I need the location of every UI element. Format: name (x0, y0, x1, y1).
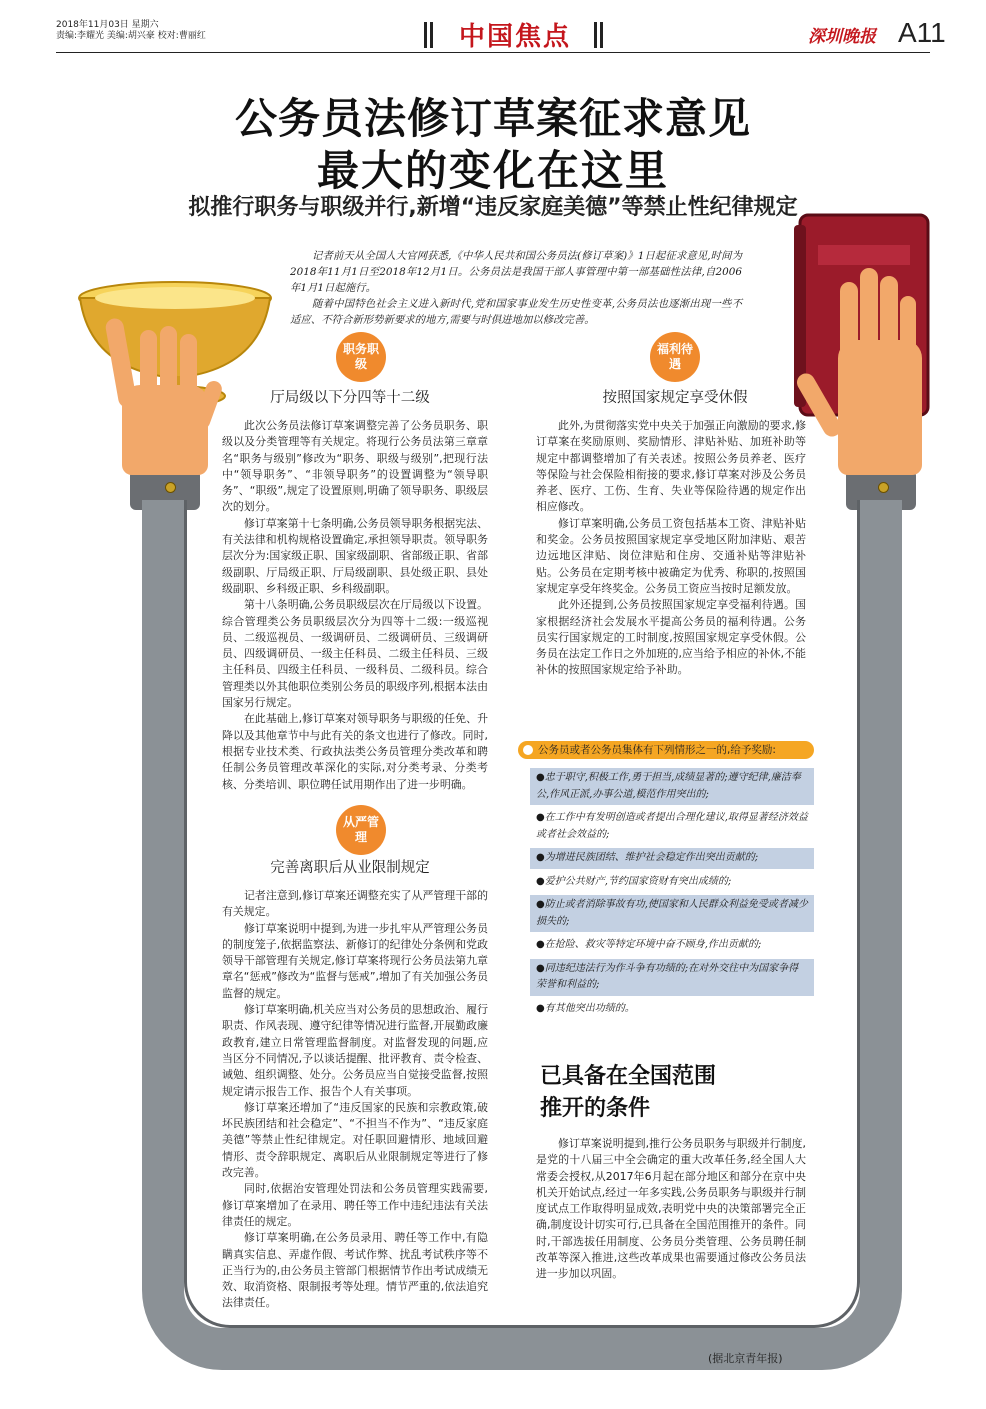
badge-welfare: 福利待遇 (650, 332, 700, 382)
award-item: ●为增进民族团结、维护社会稳定作出突出贡献的; (530, 848, 814, 869)
award-item: ●同违纪违法行为作斗争有功绩的;在对外交往中为国家争得荣誉和利益的; (530, 959, 814, 996)
right-finger (860, 268, 878, 358)
right-finger (880, 276, 898, 360)
paragraph: 修订草案明确,机关应当对公务员的思想政治、履行职责、作风表现、遵守纪律等情况进行监督,开展勤政廉政教育,建立日常管理监督制度。对监督发现的问题,应当区分不同情况,予以谈话提醒、批评教育、责令检查、诫勉、组织调整、处分。公务员应当自觉接受监督,按照规定请示报告工作、报告个人有关事项。 (222, 1003, 488, 1098)
paragraph: 在此基础上,修订草案对领导职务与职级的任免、升降以及其他章节中与此有关的条文也进行了修改。同时,根据专业技术类、行政执法类公务员管理分类改革和聘任制公务员管理改革深化的实际,对分类考录、分类考核、分类培训、职位聘任试用期作出了进一步明确。 (222, 712, 488, 791)
badge-job-rank: 职务职级 (336, 332, 386, 382)
right-finger (840, 282, 858, 362)
section-heading-line: 推开的条件 (540, 1095, 651, 1121)
left-finger (140, 330, 157, 400)
paragraph: 记者注意到,修订草案还调整充实了从严管理干部的有关规定。 (222, 889, 488, 919)
paragraph: 第十八条明确,公务员职级层次在厅局级以下设置。综合管理类公务员职级层次分为四等十二级:一级巡视员、二级巡视员、一级调研员、二级调研员、三级调研员、四级调研员、一级主任科员、二级主任科员、三级主任科员、四级主任科员、一级科员、二级科员。综合管理类以外其他职位类别公务员的职级序列,根据本法由国家另行规定。 (222, 598, 488, 710)
section-heading-welfare: 按照国家规定享受休假 (602, 390, 748, 406)
paragraph: 此外还提到,公务员按照国家规定享受福利待遇。国家根据经济社会发展水平提高公务员的福利待遇。公务员实行国家规定的工时制度,按照国家规定享受休假。公务员在法定工作日之外加班的,应当给予相应的补休,不能补休的按照国家规定给予补助。 (536, 598, 806, 677)
award-item: ●忠于职守,积极工作,勇于担当,成绩显著的;遵守纪律,廉洁奉公,作风正派,办事公道,模范作用突出的; (530, 768, 814, 805)
column-nationwide (536, 1136, 806, 1283)
header-rule (56, 52, 930, 53)
award-item: ●在抢险、救灾等特定环境中奋不顾身,作出贡献的; (536, 939, 762, 950)
award-item: ●爱护公共财产,节约国家资财有突出成绩的; (536, 875, 732, 887)
paragraph: 修订草案说明中提到,为进一步扎牢从严管理公务员的制度笼子,依据监察法、新修订的纪律处分条例和党政领导干部管理有关规定,修订草案将现行公务员法第九章章名“惩戒”修改为“监督与惩戒”,增加了有关加强公务员监督的规定。 (222, 921, 488, 1000)
award-item: ●防止或者消除事故有功,使国家和人民群众利益免受或者减少损失的; (530, 895, 814, 932)
paragraph: 修订草案还增加了“违反国家的民族和宗教政策,破坏民族团结和社会稳定”、“不担当不作为”、“违反家庭美德”等禁止性纪律规定。对任职回避情形、地域回避情形、责令辞职规定、离职后从业限制规定等进行了修改完善。 (222, 1100, 488, 1180)
paragraph: 此次公务员法修订草案调整完善了公务员职务、职级以及分类管理等有关规定。将现行公务员法第三章章名“职务与级别”修改为“职务、职级与级别”,把现行法中“领导职务”、“非领导职务”的设置调整为“领导职务”、“职级”,规定了设置原则,明确了领导职务、职级层次的划分。 (222, 419, 488, 514)
right-cuff-button (878, 482, 889, 493)
header-divider-right-2 (600, 22, 603, 48)
page-number: A11 (898, 17, 946, 48)
paragraph: 修订草案第十七条明确,公务员领导职务根据宪法、有关法律和机构规格设置确定,承担领导职责。领导职务层次分为:国家级正职、国家级副职、省部级正职、省部级副职、厅局级正职、厅局级副职、县处级正职、县处级副职、乡科级正职、乡科级副职。 (222, 516, 488, 595)
right-finger (900, 296, 916, 366)
newspaper-logo: 深圳晚报 (808, 27, 876, 47)
subheadline: 拟推行职务与职级并行,新增“违反家庭美德”等禁止性纪律规定 (188, 195, 798, 220)
paragraph: 修订草案说明提到,推行公务员职务与职级并行制度,是党的十八届三中全会确定的重大改革任务,经全国人大常委会授权,从2017年6月起在部分地区和部分在京中央机关开始试点,经过一年多实践,公务员职务与职级并行制度试点工作取得明显成效,表明党中央的决策部署完全正确,制度设计切实可行,已具备在全国范围推开的条件。同时,干部选拔任用制度、公务员分类管理、公务员聘任制改革等深入推进,这些改革成果也需要通过修改公务员法进一步加以巩固。 (536, 1137, 806, 1281)
paragraph: 修订草案明确,在公务员录用、聘任等工作中,有隐瞒真实信息、弄虚作假、考试作弊、扰乱考试秩序等不正当行为的,由公务员主管部门根据情节作出考试成绩无效、取消资格、限制报考等处理。情节严重的,依法追究法律责任。 (222, 1231, 488, 1310)
section-heading-nationwide (540, 1060, 716, 1124)
award-item: ●在工作中有发明创造或者提出合理化建议,取得显著经济效益或者社会效益的; (536, 812, 808, 840)
left-finger (160, 326, 177, 400)
header-divider-left-2 (430, 22, 433, 48)
header-divider-left (424, 22, 427, 48)
paragraph: 修订草案明确,公务员工资包括基本工资、津贴补贴和奖金。公务员按照国家规定享受地区附加津贴、艰苦边远地区津贴、岗位津贴和住房、交通补贴等津贴补贴。公务员在定期考核中被确定为优秀、称职的,按照国家规定享受年终奖金。公务员工资应当按时足额发放。 (536, 516, 806, 595)
section-heading-job-rank: 厅局级以下分四等十二级 (270, 390, 430, 406)
source-credit: (据北京青年报) (708, 1352, 783, 1365)
header-date: 2018年11月03日 星期六 (56, 20, 159, 30)
section-name: 中国焦点 (458, 22, 571, 52)
lead-paragraph: 记者前天从全国人大官网获悉,《中华人民共和国公务员法(修订草案)》1日起征求意见,时间为2018年11月1日至2018年12月1日。公务员法是我国干部人事管理中第一部基础性法律,自2006年1月1日起施行。 (290, 250, 742, 294)
bullet-dot-icon (523, 745, 533, 755)
award-list (530, 768, 814, 1022)
headline-line1: 公务员法修订草案征求意见 (234, 94, 751, 143)
award-heading: 公务员或者公务员集体有下列情形之一的,给予奖励: (518, 741, 814, 759)
column-job-rank (222, 418, 488, 793)
left-cuff-button (165, 482, 176, 493)
section-heading-strict-management: 完善离职后从业限制规定 (270, 860, 430, 876)
lead-paragraphs (290, 248, 742, 328)
badge-strict-management: 从严管理 (336, 805, 386, 855)
headline-line2: 最大的变化在这里 (316, 146, 669, 195)
section-heading-line: 已具备在全国范围 (540, 1063, 717, 1089)
left-finger (180, 334, 197, 402)
paragraph: 同时,依据治安管理处罚法和公务员管理实践需要,修订草案增加了在录用、聘任等工作中违纪违法有关法律责任的规定。 (222, 1182, 488, 1228)
header-editors: 责编:李耀光 美编:胡兴豪 校对:曹丽红 (56, 31, 206, 41)
column-welfare (536, 418, 806, 679)
header-divider-right (594, 22, 597, 48)
column-strict-management (222, 888, 488, 1312)
lead-paragraph: 随着中国特色社会主义进入新时代,党和国家事业发生历史性变革,公务员法也逐渐出现一些不适应、不符合新形势新要求的地方,需要与时俱进地加以修改完善。 (290, 298, 742, 326)
paragraph: 此外,为贯彻落实党中央关于加强正向激励的要求,修订草案在奖励原则、奖励情形、津贴补贴、加班补助等规定中都调整增加了有关表述。按照公务员养老、医疗等保险与社会保险相衔接的要求,修订草案对涉及公务员养老、医疗、工伤、生育、失业等保险待遇的规定作出相应修改。 (536, 419, 806, 514)
header-meta (56, 20, 206, 42)
award-item: ●有其他突出功绩的。 (536, 1002, 635, 1014)
